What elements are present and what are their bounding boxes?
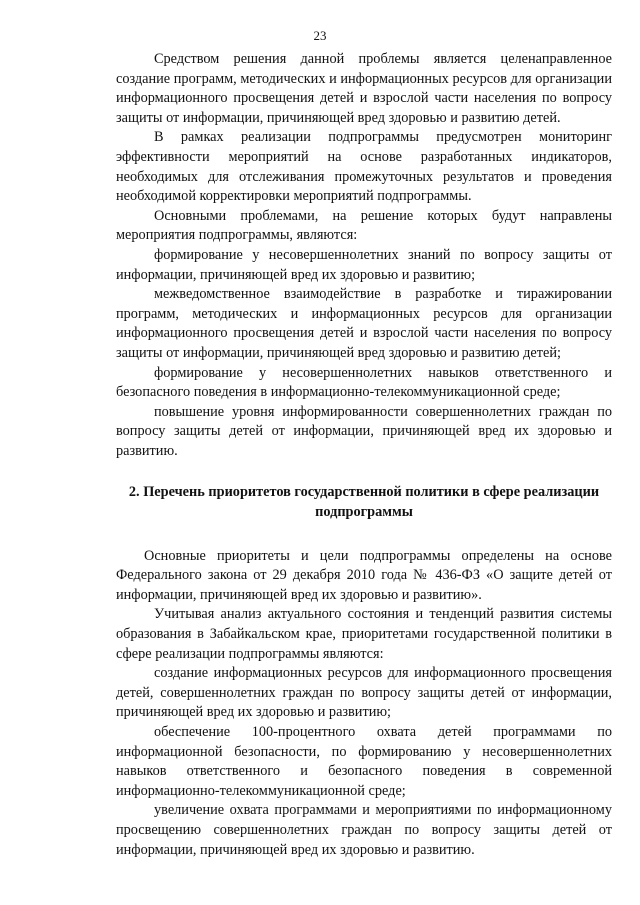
list-item: создание информационных ресурсов для информационного просвещения детей, совершеннолетних граждан по вопросу защиты детей от информации, причиняющей вред их здоровью и развитию;: [116, 665, 612, 721]
document-body: [116, 50, 612, 860]
paragraph: Основными проблемами, на решение которых будут направлены мероприятия подпрограммы, являются:: [116, 207, 612, 244]
list-item: формирование у несовершеннолетних навыков ответственного и безопасного поведения в информационно-телекоммуникационной среде;: [116, 364, 612, 401]
list-item: повышение уровня информированности совершеннолетних граждан по вопросу защиты детей от информации, причиняющей вред их здоровью и развитию.: [116, 403, 612, 459]
section-priorities: [116, 547, 612, 861]
section-heading: 2. Перечень приоритетов государственной политики в сфере реализации подпрограммы: [128, 484, 600, 521]
page-number: 23: [313, 28, 327, 43]
list-item: формирование у несовершеннолетних знаний по вопросу защиты от информации, причиняющей вред их здоровью и развитию;: [116, 246, 612, 283]
paragraph: Средством решения данной проблемы является целенаправленное создание программ, методических и информационных ресурсов для организации информационного просвещения детей и взрослой части населения по вопросу защиты от информации, причиняющей вред здоровью и развитию детей.: [116, 51, 612, 126]
paragraph: Основные приоритеты и цели подпрограммы определены на основе Федерального закона от 29 декабря 2010 года № 436-ФЗ «О защите детей от информации, причиняющей вред их здоровью и развитию».: [116, 547, 612, 603]
list-item: обеспечение 100-процентного охвата детей программами по информационной безопасности, по формированию у несовершеннолетних навыков ответственного и безопасного поведения в современной информационно-телекоммуникационной среде;: [116, 724, 612, 799]
paragraph: В рамках реализации подпрограммы предусмотрен мониторинг эффективности мероприятий на основе разработанных индикаторов, необходимых для отслеживания промежуточных результатов и проведения необходимой корректировки мероприятий подпрограммы.: [116, 129, 612, 205]
list-item: межведомственное взаимодействие в разработке и тиражировании программ, методических и информационных ресурсов для организации информационного просвещения детей и взрослой части населения по вопросу защиты от информации, причиняющей вред здоровью и развитию детей;: [116, 286, 612, 361]
section-problems: [116, 50, 612, 461]
paragraph: Учитывая анализ актуального состояния и тенденций развития системы образования в Забайкальском крае, приоритетами государственной политики в сфере реализации подпрограммы являются:: [116, 606, 612, 662]
list-item: увеличение охвата программами и мероприятиями по информационному просвещению совершеннолетних граждан по вопросу защиты детей от информации, причиняющей вред их здоровью и развитию.: [116, 802, 612, 858]
